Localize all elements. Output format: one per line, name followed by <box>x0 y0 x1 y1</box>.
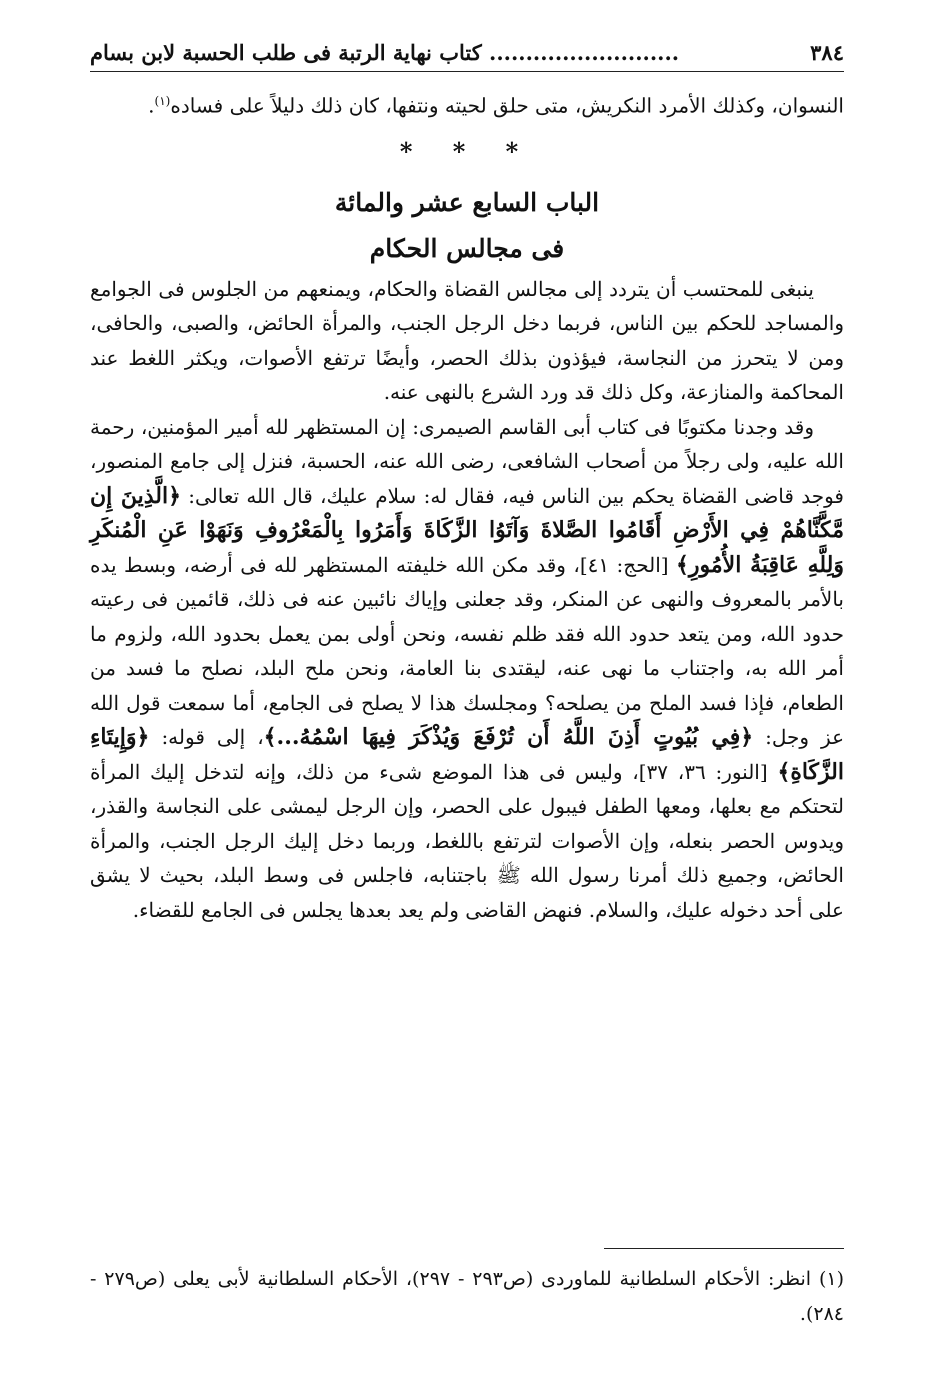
footnote-ref[interactable]: (١) <box>154 94 171 108</box>
page-number: ٣٨٤ <box>810 40 844 65</box>
paragraph-2-end: [النور: ٣٦، ٣٧]، وليس فى هذا الموضع شىء من ذلك، وإنه لتدخل إليك المرأة لتحتكم مع بعلها، ومعها الطفل فيبول على الحصر، وإن الرجل ليمشى على النجاسة والقذر، ويدوس الحصر بنعله، وإن الأصوات لترتفع باللغط، وربما دخل إليك الرجل الجنب، والمرأة الحائض، وجميع ذلك أمرنا رسول الله ﷺ باجتنابه، فاجلس فى وسط البلد، بحيث لا يشق على أحد دخوله عليك، والسلام. فنهض القاضى ولم يعد بعدها يجلس فى الجامع للقضاء. <box>90 759 844 922</box>
chapter-subtitle: فى مجالس الحكام <box>369 233 565 263</box>
header-book-title <box>90 40 679 65</box>
paragraph-2-body: [الحج: ٤١]، وقد مكن الله خليفته المستظهر لله فى أرضه، وبسط يده بالأمر بالمعروف والنهى عن المنكر، وقد جعلنى وإياك نائبين عنه فى ذلك، قائمين فى رعيته حدود الله، ومن يتعد حدود الله فقد ظلم نفسه، ونحن أولى بمن يعمل بحدود الله، ولزوم ما أمر الله به، واجتناب ما نهى عنه، ليقتدى بنا العامة، ونحن ملح البلد، نصلح ما فسد من الطعام، فإذا فسد الملح من يصلحه؟ ومجلسك هذا لا يصلح فى الجامع، أما سمعت قول الله عز وجل: <box>90 552 845 750</box>
paragraph-1: ينبغى للمحتسب أن يتردد إلى مجالس القضاة والحكام، ويمنعهم من الجلوس فى الجوامع والمساجد للحكم بين الناس، فربما دخل الرجل الجنب، والمرأة الحائض، والصبى، والحافى، ومن لا يتحرز من النجاسة، فيؤذون بذلك الحصر، وأيضًا ترتفع الأصوات، ويكثر اللغط عند المحاكمة والمنازعة، وكل ذلك قد ورد الشرع بالنهى عنه. <box>90 276 844 405</box>
paragraph-2-link: ، إلى قوله: <box>161 725 264 750</box>
running-header <box>90 40 844 72</box>
opening-paragraph <box>90 84 844 123</box>
book-title: كتاب نهاية الرتبة فى طلب الحسبة لابن بسام <box>90 40 482 65</box>
quran-verse-nur-2: ﴿وَإِيتَاءِ الزَّكَاةِ﴾ <box>90 724 844 785</box>
quran-verse-nur-1: ﴿فِي بُيُوتٍ أَذِنَ اللَّهُ أَن تُرْفَعَ وَيُذْكَرَ فِيهَا اسْمُهُ...﴾ <box>263 724 754 751</box>
opening-text: النسوان، وكذلك الأمرد النكريش، متى حلق لحيته ونتفها، كان ذلك دليلاً على فساده <box>170 93 844 118</box>
section-separator: * * * <box>399 137 535 167</box>
paragraph-2-intro: وقد وجدنا مكتوبًا فى كتاب أبى القاسم الصيمرى: إن المستظهر لله أمير المؤمنين، رحمة الله عليه، ولى رجلاً من أصحاب الشافعى، رضى الله عنه، الحسبة، فنزل إلى جامع المنصور، فوجد قاضى القضاة يحكم بين الناس فيه، فقال له: سلام عليك، قال الله تعالى: <box>90 414 844 508</box>
footnote: (١) انظر: الأحكام السلطانية للماوردى (ص٢٩٣ - ٢٩٧)، الأحكام السلطانية لأبى يعلى (ص٢٧٩ - ٢٨٤). <box>90 1268 844 1325</box>
main-text <box>90 84 844 927</box>
paragraph-2 <box>90 410 844 928</box>
quran-verse-hajj: ﴿الَّذِينَ إِن مَّكَّنَّاهُمْ فِي الأَرْضِ أَقَامُوا الصَّلاةَ وَآتَوُا الزَّكَاةَ وَأَمَرُوا بِالْمَعْرُوفِ وَنَهَوْا عَنِ الْمُنكَرِ وَلِلَّهِ عَاقِبَةُ الأُمُورِ﴾ <box>90 482 845 578</box>
chapter-title: الباب السابع عشر والمائة <box>334 187 600 217</box>
opening-end: . <box>148 93 155 118</box>
header-dots: .......................... <box>489 40 680 65</box>
footnote-divider <box>604 1248 844 1249</box>
